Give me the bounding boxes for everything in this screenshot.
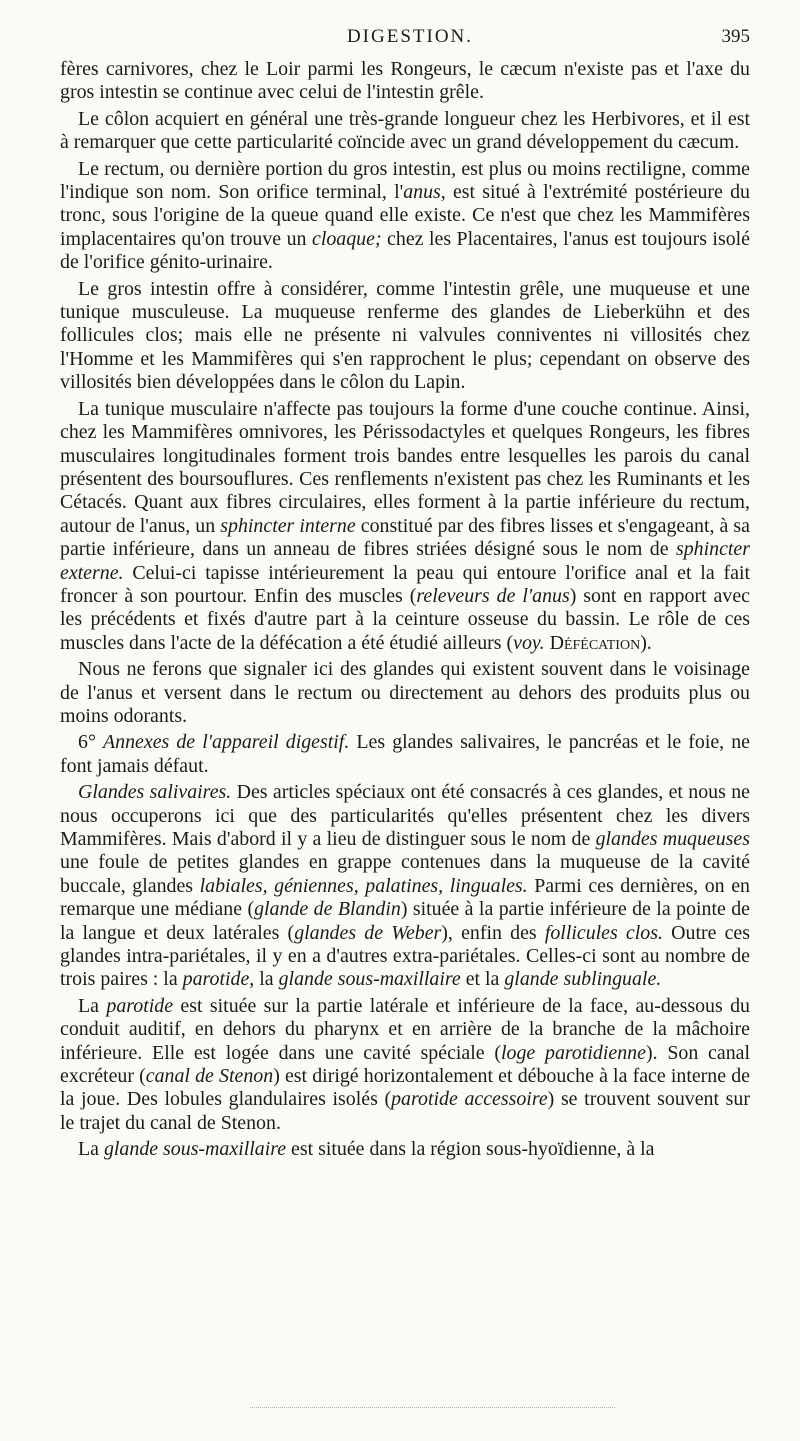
paragraph bbox=[60, 108, 750, 155]
text-run: Le côlon acquiert en général une très-grande longueur chez les Herbivores, et il est à remarquer que cette particularité coïncide avec un grand développement du cæcum. bbox=[60, 107, 750, 154]
text-run: ), enfin des bbox=[441, 921, 545, 944]
italic-run: cloaque; bbox=[311, 227, 382, 250]
text-run: constitué par des fibres lisses et s'engageant, à sa partie inférieure, dans un anneau de fibres striées désigné sous le nom de bbox=[60, 514, 751, 561]
italic-run: glande sublinguale. bbox=[504, 968, 662, 991]
italic-run: voy. bbox=[513, 631, 545, 654]
text-run: une foule de petites glandes en grappe contenues dans la muqueuse de la cavité buccale, glandes bbox=[60, 851, 750, 897]
italic-run: sphincter externe. bbox=[60, 538, 750, 584]
italic-run: releveurs de l'anus bbox=[416, 584, 570, 607]
text-run: fères carnivores, chez le Loir parmi les Rongeurs, le cæcum n'existe pas et l'axe du gros intestin se continue avec celui de l'intestin grêle. bbox=[60, 58, 750, 104]
italic-run: Annexes de l'appareil digestif. bbox=[103, 731, 350, 754]
italic-run: parotide bbox=[106, 994, 174, 1017]
text-run: Celui-ci tapisse intérieurement la peau qui entoure l'orifice anal et la fait froncer à son pourtour. Enfin des muscles ( bbox=[60, 561, 750, 607]
text-run: ) sont en rapport avec les précédents et fixés d'autre part à la ceinture osseuse du bassin. Le rôle de ces muscles dans l'acte de la défécation a été étudié ailleurs ( bbox=[60, 584, 750, 654]
text-run: ). Son canal excréteur ( bbox=[60, 1041, 751, 1088]
footer-rule bbox=[250, 1407, 615, 1408]
text-run: Des articles spéciaux ont été consacrés à ces glandes, et nous ne nous occuperons ici que des particularités qu'elles présentent chez les divers Mammifères. Mais d'abord il y a lieu de distinguer sous le nom de bbox=[60, 781, 750, 850]
italic-run: Glandes salivaires. bbox=[78, 781, 232, 804]
running-head bbox=[70, 26, 750, 54]
text-run: , est situé à l'extrémité postérieure du tronc, sous l'origine de la queue quand elle existe. Ce n'est que chez les Mammifères implacentaires qu'on trouve un bbox=[60, 181, 750, 250]
italic-run: canal de Stenon bbox=[145, 1065, 274, 1088]
text-run: ) se trouvent souvent sur le trajet du canal de Stenon. bbox=[60, 1088, 750, 1134]
paragraph bbox=[60, 995, 750, 1135]
paragraph bbox=[60, 278, 750, 395]
italic-run: parotide, bbox=[182, 968, 255, 991]
italic-run: glandes de Weber bbox=[294, 921, 442, 944]
small-caps-run: Défécation bbox=[549, 631, 641, 654]
paragraph bbox=[60, 658, 750, 728]
text-run: ) située à la partie inférieure de la pointe de la langue et deux latérales ( bbox=[60, 898, 750, 944]
paragraph bbox=[60, 731, 750, 778]
italic-run: glande de Blandin bbox=[254, 898, 401, 921]
text-run: ). bbox=[640, 631, 652, 654]
paragraph bbox=[60, 398, 750, 655]
italic-run: glande sous-maxillaire bbox=[278, 968, 461, 991]
paragraph bbox=[60, 1138, 750, 1161]
text-run: Les glandes salivaires, le pancréas et le foie, ne font jamais défaut. bbox=[60, 731, 751, 777]
text-run: Parmi ces dernières, on en remarque une médiane ( bbox=[60, 874, 750, 921]
text-run: La bbox=[78, 994, 107, 1017]
text-run: Nous ne ferons que signaler ici des glandes qui existent souvent dans le voisinage de l'anus et versent dans le rectum ou directement au dehors des produits plus ou moins odorants. bbox=[60, 658, 750, 727]
text-run: Outre ces glandes intra-pariétales, il y en a d'autres extra-pariétales. Celles-ci sont au nombre de trois paires : la bbox=[60, 921, 751, 991]
text-run: chez les Placentaires, l'anus est toujours isolé de l'orifice génito-urinaire. bbox=[60, 227, 750, 274]
italic-run: follicules clos. bbox=[544, 921, 663, 944]
text-run: et la bbox=[460, 968, 505, 991]
italic-run: glandes muqueuses bbox=[595, 828, 750, 850]
text-run: la bbox=[254, 968, 279, 991]
text-run: 6° bbox=[78, 731, 103, 754]
text-run: La bbox=[78, 1138, 104, 1161]
italic-run: loge parotidienne bbox=[501, 1041, 646, 1064]
paragraph bbox=[60, 158, 750, 275]
italic-run: labiales, géniennes, palatines, linguales. bbox=[199, 874, 528, 897]
text-run: Le rectum, ou dernière portion du gros intestin, est plus ou moins rectiligne, comme l'indique son nom. Son orifice terminal, l' bbox=[60, 157, 750, 204]
text-run: Le gros intestin offre à considérer, comme l'intestin grêle, une muqueuse et une tunique musculeuse. La muqueuse renferme des glandes de Lieberkühn et des follicules clos; mais elle ne présente ni valvules conniventes ni villosités chez l'Homme et les Mammifères qui s'en rapprochent le plus; cependant on observe des villosités bien développées dans le côlon du Lapin. bbox=[60, 277, 750, 394]
italic-run: anus bbox=[403, 181, 441, 204]
paragraph bbox=[60, 781, 750, 992]
text-run: ) est dirigé horizontalement et débouche à la face interne de la joue. Des lobules glandulaires isolés ( bbox=[60, 1065, 750, 1111]
italic-run: parotide accessoire bbox=[391, 1088, 548, 1111]
italic-run: glande sous-maxillaire bbox=[103, 1138, 287, 1161]
paragraph bbox=[60, 58, 750, 105]
text-run: est située sur la partie latérale et inférieure de la face, au-dessous du conduit auditif, en dehors du pharynx et en arrière de la branche de la mâchoire inférieure. Elle est logée dans une cavité spéciale ( bbox=[60, 994, 751, 1064]
text-run: est située dans la région sous-hyoïdienne, à la bbox=[286, 1138, 655, 1161]
page-number: 395 bbox=[721, 26, 750, 47]
italic-run: sphincter interne bbox=[220, 514, 356, 537]
running-title: DIGESTION. bbox=[346, 26, 474, 47]
text-run: La tunique musculaire n'affecte pas toujours la forme d'une couche continue. Ainsi, chez les Mammifères omnivores, les Périssodactyles et quelques Rongeurs, les fibres musculaires longitudinales forment trois bandes entre lesquelles les parois du canal présentent des boursouflures. Ces renflements n'existent pas chez les Ruminants et les Cétacés. Quant aux fibres circulaires, elles forment à la partie inférieure du rectum, autour de l'anus, un bbox=[60, 397, 750, 537]
body-text bbox=[60, 58, 750, 1165]
